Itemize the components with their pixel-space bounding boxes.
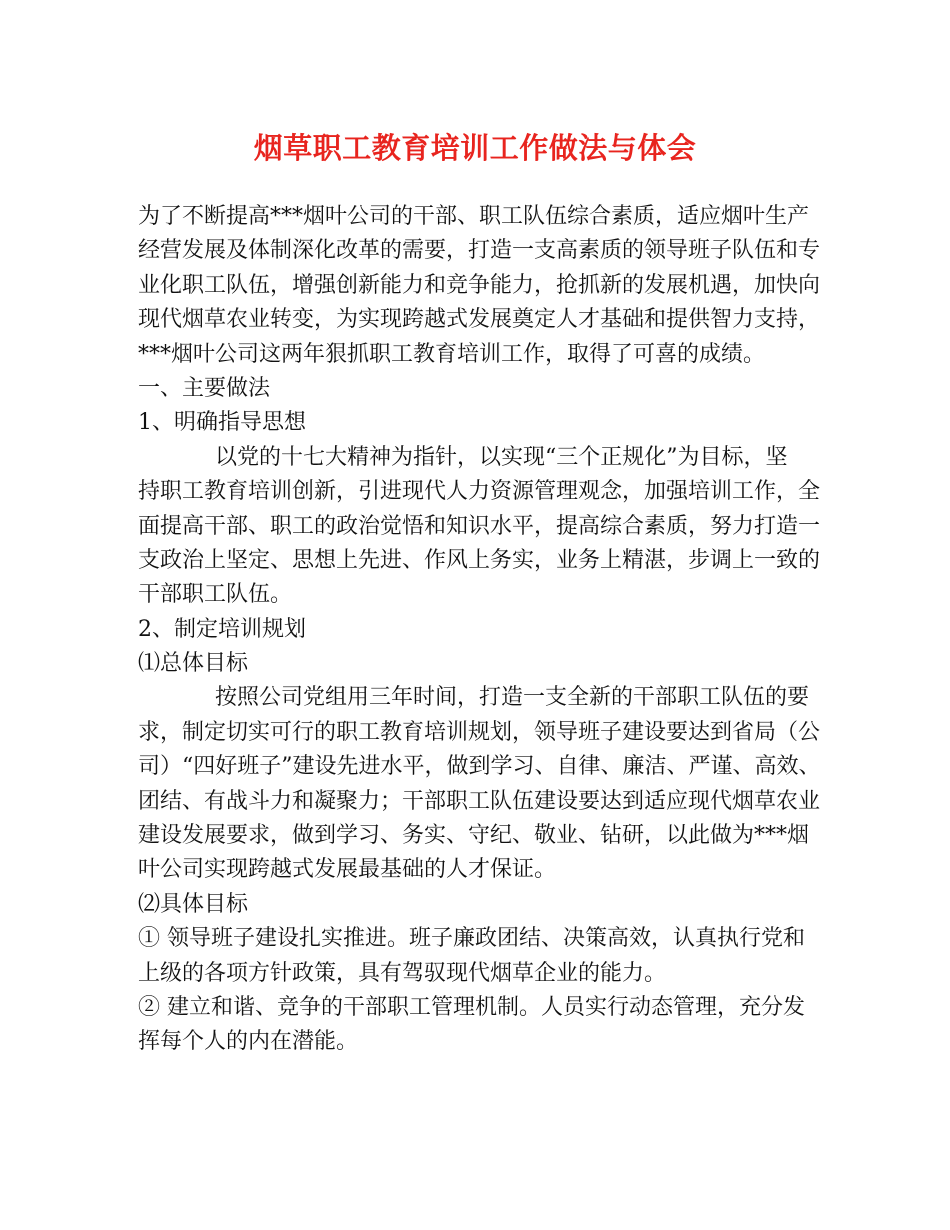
text-line: ⑴总体目标 [138, 651, 249, 677]
document-title: 烟草职工教育培训工作做法与体会 [253, 131, 697, 165]
text-line: 一、主要做法 [138, 375, 271, 401]
text-line: 经营发展及体制深化改革的需要，打造一支高素质的领导班子队伍和专 [138, 238, 821, 264]
text-line: 叶公司实现跨越式发展最基础的人才保证。 [138, 857, 557, 883]
text-line: ② 建立和谐、竞争的干部职工管理机制。人员实行动态管理，充分发 [138, 994, 805, 1020]
text-line: 为了不断提高***烟叶公司的干部、职工队伍综合素质，适应烟叶生产 [138, 204, 810, 229]
text-line: 业化职工队伍，增强创新能力和竞争能力，抢抓新的发展机遇，加快向 [138, 272, 821, 298]
text-line: 现代烟草农业转变，为实现跨越式发展奠定人才基础和提供智力支持， [138, 307, 821, 333]
text-line: 上级的各项方针政策，具有驾驭现代烟草企业的能力。 [138, 960, 667, 986]
text-line: 求，制定切实可行的职工教育培训规划，领导班子建设要达到省局（公 [138, 719, 821, 745]
text-line: 持职工教育培训创新，引进现代人力资源管理观念，加强培训工作，全 [138, 479, 821, 505]
text-line: 2、制定培训规划 [138, 616, 306, 642]
text-line: 1、明确指导思想 [138, 410, 306, 436]
document-body [138, 200, 821, 1060]
text-line: 团结、有战斗力和凝聚力；干部职工队伍建设要达到适应现代烟草农业 [138, 788, 821, 814]
text-line: ***烟叶公司这两年狠抓职工教育培训工作，取得了可喜的成绩。 [138, 341, 766, 367]
text-line: ⑵具体目标 [138, 891, 249, 917]
text-line: 支政治上坚定、思想上先进、作风上务实，业务上精湛，步调上一致的 [138, 547, 821, 573]
text-line: 干部职工队伍。 [138, 582, 293, 608]
text-line: ① 领导班子建设扎实推进。班子廉政团结、决策高效，认真执行党和 [138, 926, 805, 952]
text-line: 按照公司党组用三年时间，打造一支全新的干部职工队伍的要 [215, 685, 810, 711]
text-line: 面提高干部、职工的政治觉悟和知识水平，提高综合素质，努力打造一 [138, 513, 821, 539]
text-line: 以党的十七大精神为指针，以实现“三个正规化”为目标，坚 [215, 444, 788, 470]
text-line: 挥每个人的内在潜能。 [138, 1029, 359, 1055]
text-line: 司）“四好班子”建设先进水平，做到学习、自律、廉洁、严谨、高效、 [138, 754, 821, 780]
text-line: 建设发展要求，做到学习、务实、守纪、敬业、钻研，以此做为***烟 [138, 823, 810, 849]
